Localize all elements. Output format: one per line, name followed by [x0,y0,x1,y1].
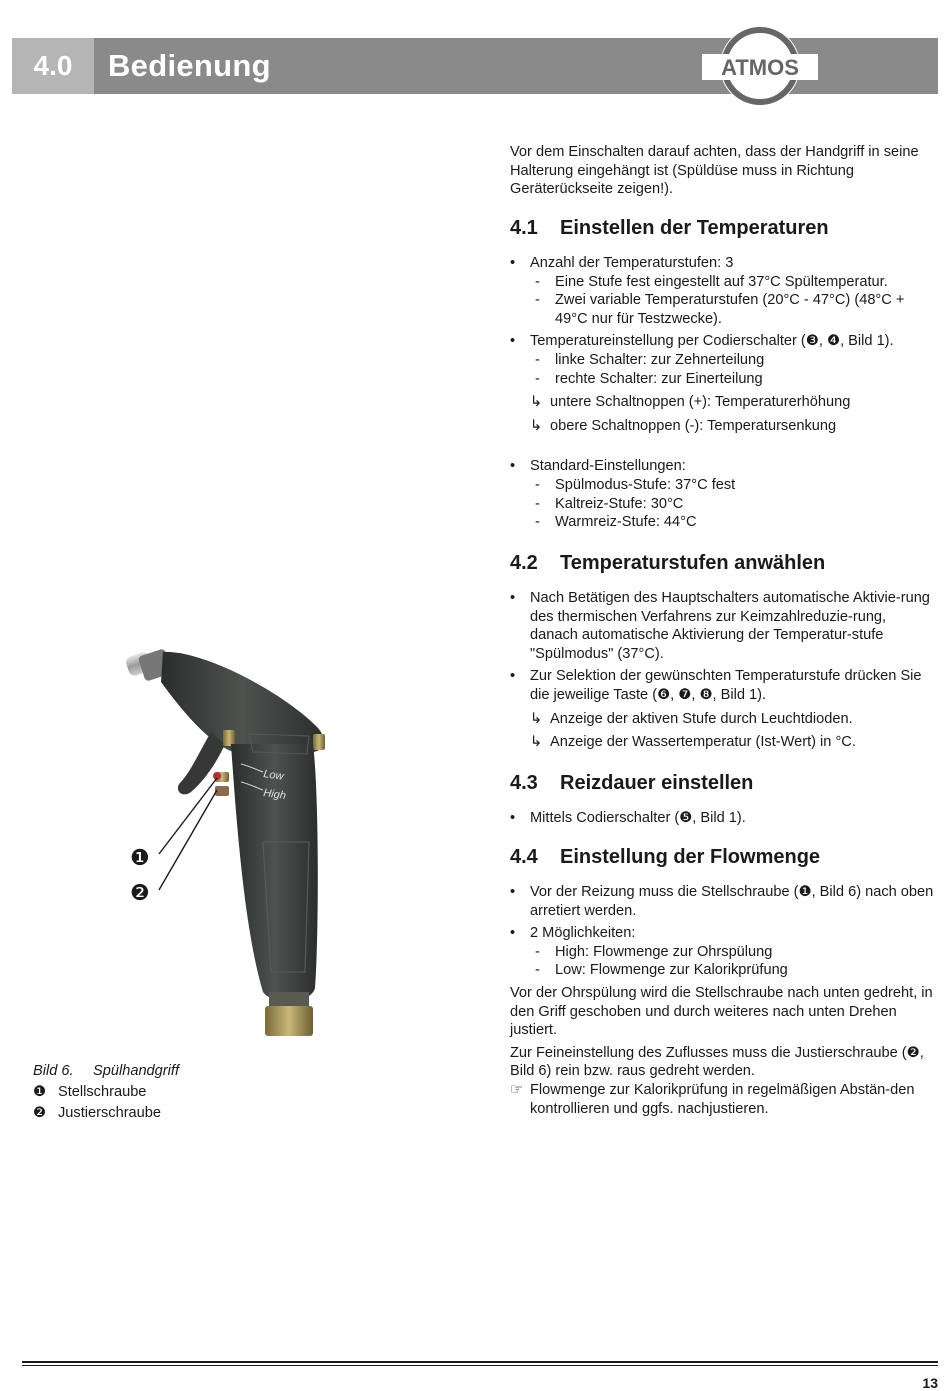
result-item: ↳ Anzeige der Wassertemperatur (Ist-Wert) in °C. [530,734,856,751]
list-subitem: - Eine Stufe fest eingestellt auf 37°C Spültemperatur. [510,273,935,292]
heading-4-4: 4.4 Einstellung der Flowmenge [510,846,821,868]
high-label: High [262,787,287,803]
page-number: 13 [922,1375,938,1391]
marker-2: ❷ [130,880,150,905]
footer-rule-thin [22,1365,938,1366]
list-subitem: - Warmreiz-Stufe: 44°C [510,513,935,532]
list-item: • Anzahl der Temperaturstufen: 3 [510,254,935,273]
arrow-icon: ↳ [530,734,543,751]
arrow-icon: ↳ [530,710,543,727]
list-item: • Nach Betätigen des Hauptschalters automatische Aktivie-rung des thermischen Verfahrens zur Keimzahlreduzie-rung, danach automatische Aktivierung der Temperatur-stufe "Spülmodus" (37°C). [510,589,935,663]
arrow-icon: ↳ [530,417,543,434]
list-subitem: - rechte Schalter: zur Einerteilung [510,370,935,389]
result-item: ↳ untere Schaltnoppen (+): Temperaturerhöhung [530,394,851,411]
intro-paragraph: Vor dem Einschalten darauf achten, dass der Handgriff in seine Halterung eingehängt ist (Spüldüse muss in Richtung Geräterückseite zeigen!). [510,144,919,198]
section-title: Bedienung [108,48,271,83]
heading-4-3: 4.3 Reizdauer einstellen [510,772,754,794]
result-item: ↳ Anzeige der aktiven Stufe durch Leuchtdioden. [530,710,853,727]
body-paragraph: Vor der Ohrspülung wird die Stellschraube nach unten gedreht, in den Griff geschoben und durch weiteres nach unten Drehen justiert. [510,984,933,1039]
list-item: • Mittels Codierschalter (❺, Bild 1). [510,809,935,828]
legend-item-2: ❷ Justierschraube [33,1105,162,1121]
low-label: Low [262,768,285,783]
marker-1: ❶ [130,845,150,870]
list-subitem: - linke Schalter: zur Zehnerteilung [510,351,935,370]
note-item: ☞ Flowmenge zur Kalorikprüfung in regelmäßigen Abstän-den kontrollieren und ggfs. nachjustieren. [510,1081,915,1117]
arrow-icon: ↳ [530,394,543,411]
heading-4-1: 4.1 Einstellen der Temperaturen [510,217,829,239]
list-subitem: - Low: Flowmenge zur Kalorikprüfung [510,961,935,980]
list-item: • Standard-Einstellungen: [510,457,935,476]
atmos-logo [700,24,820,108]
list-subitem: - Spülmodus-Stufe: 37°C fest [510,476,935,495]
list-subitem: - Zwei variable Temperaturstufen (20°C - 47°C) (48°C + 49°C nur für Testzwecke). [510,291,935,328]
list-item: • 2 Möglichkeiten: [510,924,935,943]
list-item: • Temperatureinstellung per Codierschalter (❸, ❹, Bild 1). [510,332,935,351]
footer-rule [22,1361,938,1363]
spuelhandgriff-photo [113,632,339,1040]
body-paragraph: Zur Feineinstellung des Zuflusses muss die Justierschraube (❷, Bild 6) rein bzw. raus gedreht werden. [510,1044,924,1080]
pointing-hand-icon: ☞ [510,1081,524,1098]
legend-item-1: ❶ Stellschraube [33,1084,147,1100]
result-item: ↳ obere Schaltnoppen (-): Temperatursenkung [530,417,837,434]
figure-caption: Bild 6. Spülhandgriff [33,1063,180,1079]
list-subitem: - Kaltreiz-Stufe: 30°C [510,495,935,514]
list-subitem: - High: Flowmenge zur Ohrspülung [510,943,935,962]
heading-4-2: 4.2 Temperaturstufen anwählen [510,552,826,574]
list-item: • Vor der Reizung muss die Stellschraube (❶, Bild 6) nach oben arretiert werden. [510,883,935,920]
section-number: 4.0 [12,38,94,94]
svg-text:ATMOS: ATMOS [721,55,799,80]
list-item: • Zur Selektion der gewünschten Temperaturstufe drücken Sie die jeweilige Taste (❻, ❼, ❽, Bild 1). [510,667,935,704]
